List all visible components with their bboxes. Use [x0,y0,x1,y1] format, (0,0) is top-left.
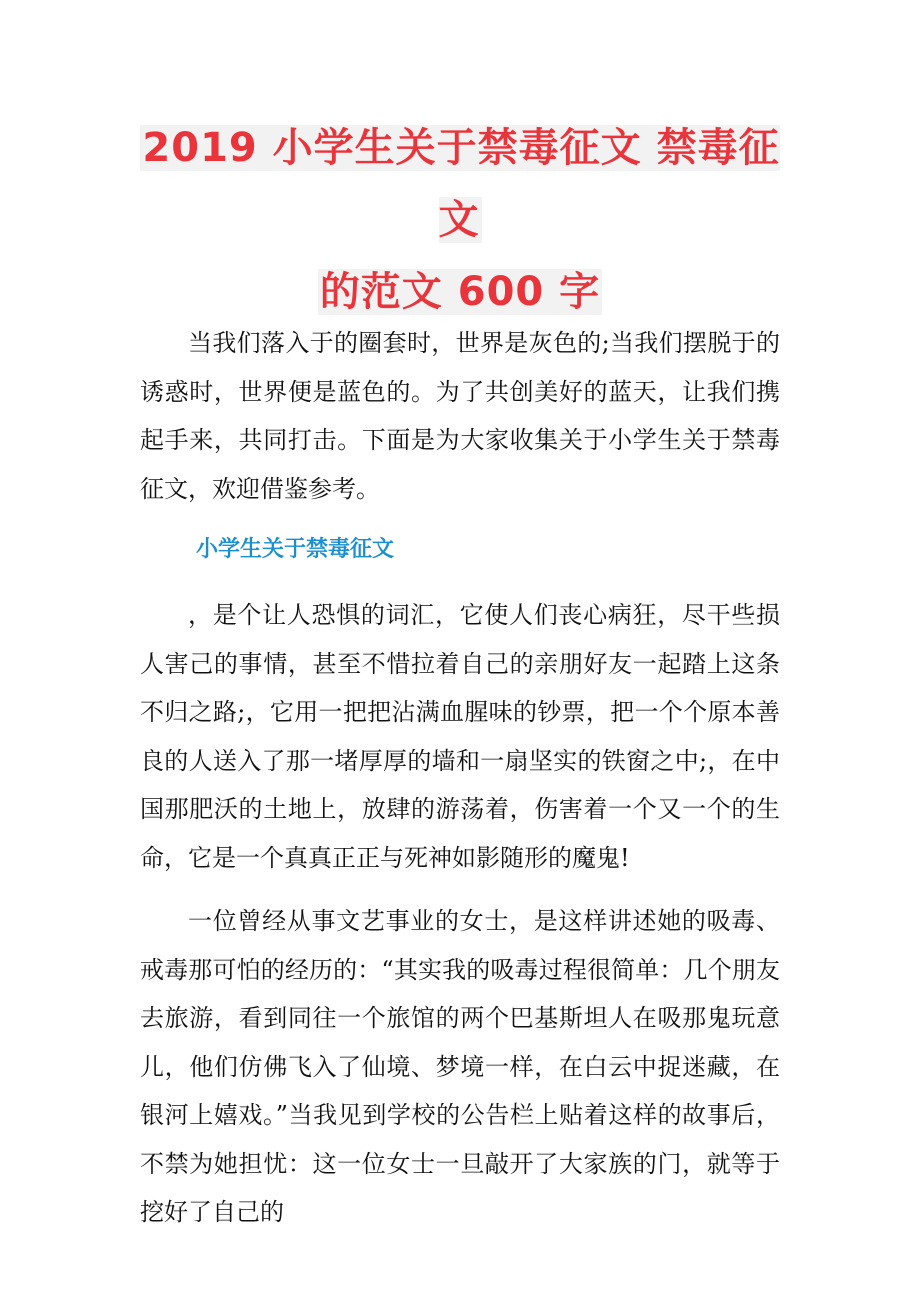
body-paragraph-2: 一位曾经从事文艺事业的女士，是这样讲述她的吸毒、戒毒那可怕的经历的：“其实我的吸毒过程很简单：几个朋友去旅游，看到同往一个旅馆的两个巴基斯坦人在吸那鬼玩意儿，他们仿佛飞入了仙境、梦境一样，在白云中捉迷藏，在银河上嬉戏。”当我见到学校的公告栏上贴着这样的故事后，不禁为她担忧：这一位女士一旦敲开了大家族的门，就等于挖好了自己的 [140,907,780,1226]
section-heading: 小学生关于禁毒征文 [196,537,395,562]
title-line-2 [130,256,790,328]
title-line-1-text: 2019 小学生关于禁毒征文 禁毒征文 [142,125,780,243]
document-title [130,112,790,328]
title-line-2-text: 的范文 600 字 [319,269,601,315]
body-paragraph-1: ，是个让人恐惧的词汇，它使人们丧心病狂，尽干些损人害己的事情，甚至不惜拉着自己的亲朋好友一起踏上这条不归之路;，它用一把把沾满血腥味的钞票，把一个个原本善良的人送入了那一堵厚厚的墙和一扇坚实的铁窗之中;，在中国那肥沃的土地上，放肆的游荡着，伤害着一个又一个的生命，它是一个真真正正与死神如影随形的魔鬼! [140,601,780,872]
title-line-1 [130,112,790,256]
intro-paragraph: 当我们落入于的圈套时，世界是灰色的;当我们摆脱于的诱惑时，世界便是蓝色的。为了共创美好的蓝天，让我们携起手来，共同打击。下面是为大家收集关于小学生关于禁毒征文，欢迎借鉴参考。 [140,329,780,503]
